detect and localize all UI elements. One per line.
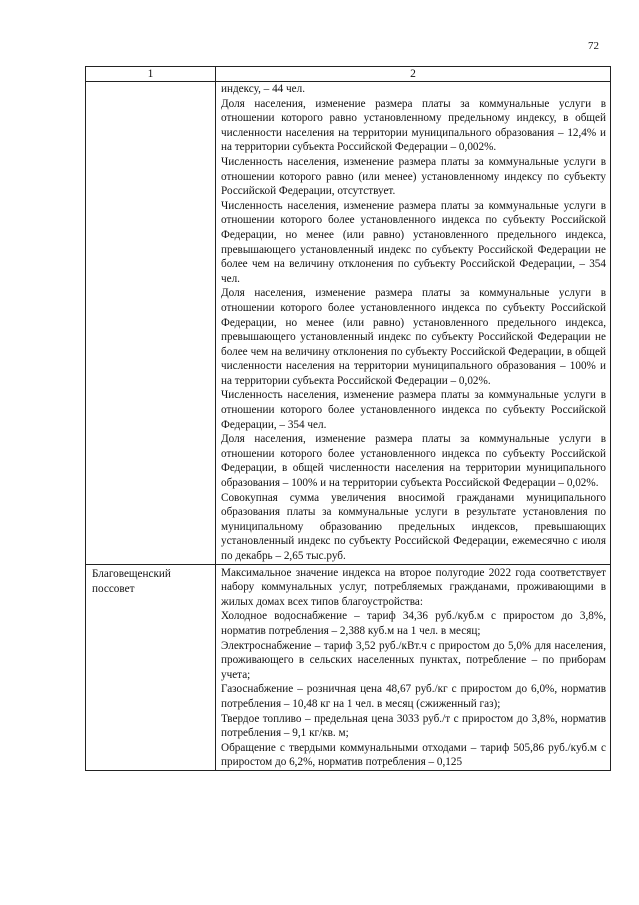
paragraph: Совокупная сумма увеличения вносимой гражданами муниципального образования платы за коммунальные услуги в результате установления по муниципальному образованию предельных индексов, превышающих установленный индекс по субъекту Российской Федерации, ежемесячно с июля по декабрь – 2,65 тыс.руб. [221, 491, 606, 562]
column-header-2: 2 [216, 67, 611, 82]
table-row [86, 564, 611, 770]
paragraph: Доля населения, изменение размера платы за коммунальные услуги в отношении которого более установленного индекса по субъекту Российской Федерации, но менее (или равно) установленного предельного индекса, превышающего установленный индекс по субъекту Российской Федерации не более чем на величину отклонения по субъекту Российской Федерации, в общей численности населения на территории муниципального образования – 100% и на территории субъекта Российской Федерации – 0,02%. [221, 287, 606, 387]
data-table [85, 66, 611, 771]
paragraph: Твердое топливо – предельная цена 3033 руб./т с приростом до 3,8%, норматив потребления – 9,1 кг/кв. м; [221, 712, 606, 740]
paragraph: индексу, – 44 чел. [221, 83, 306, 95]
district-name: Благовещенский поссовет [92, 567, 171, 595]
paragraph: Численность населения, изменение размера платы за коммунальные услуги в отношении которого более установленного индекса по субъекту Российской Федерации, но менее (или равно) установленного предельного индекса, превышающего установленный индекс по субъекту Российской Федерации не более чем на величину отклонения по субъекту Российской Федерации, – 354 чел. [221, 199, 606, 285]
paragraph: Максимальное значение индекса на второе полугодие 2022 года соответствует набору коммунальных услуг, потребляемых гражданами, проживающими в жилых домах всех типов благоустройства: [221, 566, 606, 608]
district-cell [86, 564, 216, 770]
description-cell [216, 564, 611, 770]
table-header-row [86, 67, 611, 82]
column-header-1: 1 [86, 67, 216, 82]
district-cell [86, 82, 216, 565]
paragraph: Доля населения, изменение размера платы за коммунальные услуги в отношении которого равно установленному предельному индексу, в общей численности населения на территории муниципального образования – 12,4% и на территории субъекта Российской Федерации – 0,002%. [221, 97, 606, 154]
paragraph: Газоснабжение – розничная цена 48,67 руб./кг с приростом до 6,0%, норматив потребления – 10,48 кг на 1 чел. в месяц (сжиженный газ); [221, 683, 606, 710]
paragraph: Численность населения, изменение размера платы за коммунальные услуги в отношении которого более установленного индекса по субъекту Российской Федерации, – 354 чел. [221, 389, 606, 431]
table-row [86, 82, 611, 565]
paragraph: Холодное водоснабжение – тариф 34,36 руб./куб.м с приростом до 3,8%, норматив потребления – 2,388 куб.м на 1 чел. в месяц; [221, 610, 606, 637]
description-cell [216, 82, 611, 565]
paragraph: Доля населения, изменение размера платы за коммунальные услуги в отношении которого более установленного индекса по субъекту Российской Федерации, в общей численности населения на территории муниципального образования – 100% и на территории субъекта Российской Федерации – 0,02%. [221, 433, 606, 490]
paragraph: Численность населения, изменение размера платы за коммунальные услуги в отношении которого равно (или менее) установленному индексу по субъекту Российской Федерации, отсутствует. [221, 155, 606, 198]
page-number: 72 [588, 40, 599, 52]
paragraph: Электроснабжение – тариф 3,52 руб./кВт.ч с приростом до 5,0% для населения, проживающего в сельских населенных пунктах, потребление – по приборам учета; [221, 639, 606, 681]
paragraph: Обращение с твердыми коммунальными отходами – тариф 505,86 руб./куб.м с приростом до 6,2%, норматив потребления – 0,125 [221, 741, 606, 769]
district-name [86, 82, 215, 84]
